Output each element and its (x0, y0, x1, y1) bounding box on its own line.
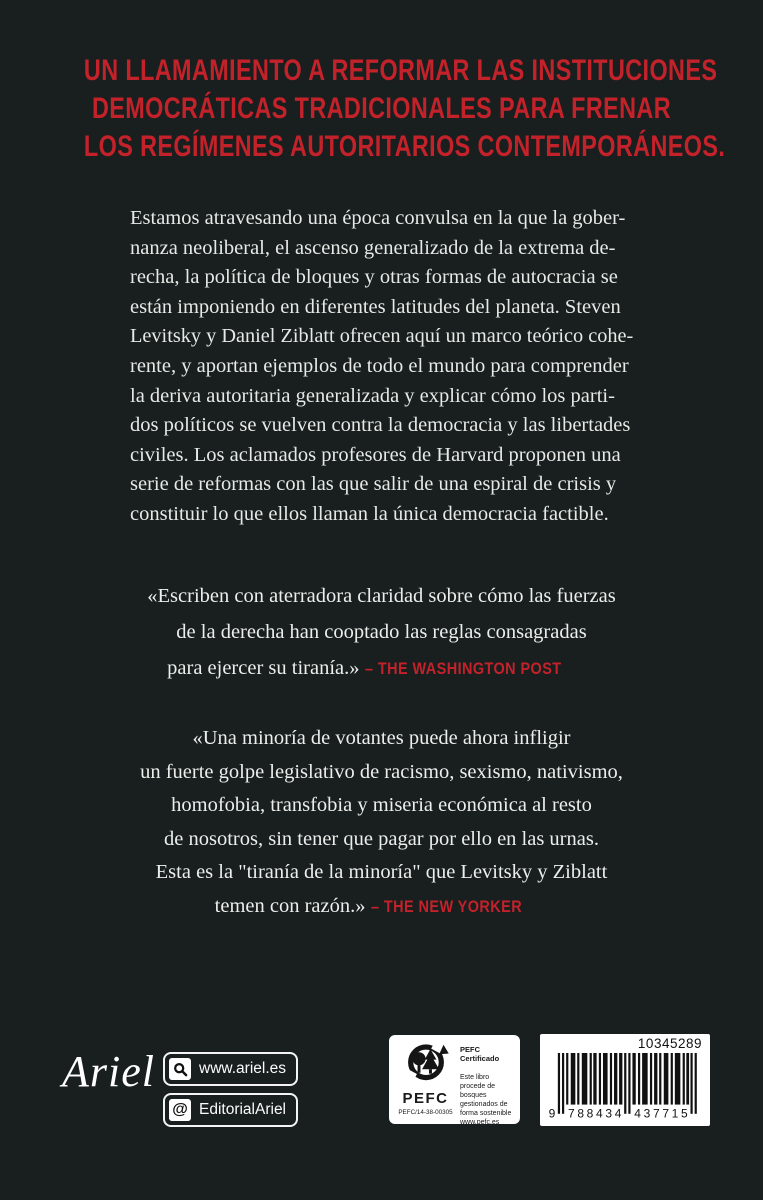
synopsis-line: dos políticos se vuelven contra la democracia y las libertades (130, 414, 631, 437)
press-quote-washington-post (40, 578, 723, 687)
quote-line: «Escriben con aterradora claridad sobre cómo las fuerzas (147, 585, 616, 607)
barcode-top-number: 10345289 (637, 1036, 702, 1051)
pefc-description: Este libro procede de bosques gestionados de forma sostenible (460, 1074, 512, 1117)
website-url: www.ariel.es (199, 1060, 286, 1077)
synopsis-line: nanza neoliberal, el ascenso generalizado de la extrema de- (130, 236, 616, 259)
social-badge (163, 1093, 298, 1127)
publisher-badges (163, 1052, 298, 1127)
headline-line: LOS REGÍMENES AUTORITARIOS CONTEMPORÁNEOS. (83, 130, 726, 163)
quote-attribution: – THE NEW YORKER (370, 896, 522, 916)
pefc-trees-icon (403, 1043, 449, 1090)
quote-attribution: – THE WASHINGTON POST (364, 659, 562, 678)
ean-group-1: 788434 (567, 1106, 622, 1121)
publisher-logo-ariel: Ariel (62, 1047, 155, 1096)
pefc-text-block (460, 1043, 513, 1126)
quote-line-text: para ejercer su tiranía.» (167, 657, 360, 679)
pefc-logo-block (398, 1043, 453, 1118)
barcode-label (540, 1034, 710, 1126)
ean-group-2: 437715 (634, 1106, 688, 1121)
at-icon: @ (169, 1099, 191, 1121)
quote-line: un fuerte golpe legislativo de racismo, sexismo, nativismo, (140, 760, 623, 783)
pefc-title: PEFC Certificado (460, 1045, 500, 1063)
pefc-certification-label (389, 1035, 520, 1124)
quote-line (40, 650, 723, 687)
quote-line: de la derecha han cooptado las reglas consagradas (176, 621, 587, 643)
synopsis-line: Levitsky y Daniel Ziblatt ofrecen aquí un marco teórico cohe- (130, 325, 634, 348)
search-icon (169, 1058, 191, 1080)
quote-line: Esta es la "tiranía de la minoría" que Levitsky y Ziblatt (155, 861, 608, 883)
quote-line: «Una minoría de votantes puede ahora infligir (192, 727, 571, 749)
pefc-license-number: PEFC/14-38-00305 (398, 1109, 453, 1116)
synopsis-line: civiles. Los aclamados profesores de Harvard proponen una (130, 443, 621, 466)
headline-line: UN LLAMAMIENTO A REFORMAR LAS INSTITUCIONES (83, 54, 718, 87)
synopsis-line: Estamos atravesando una época convulsa en la que la gober- (130, 207, 626, 229)
synopsis-line: constituir lo que ellos llaman la única democracia factible. (130, 502, 609, 525)
synopsis-line: recha, la política de bloques y otras formas de autocracia se (130, 266, 618, 289)
press-quote-new-yorker (40, 722, 723, 923)
synopsis-line: están imponiendo en diferentes latitudes del planeta. Steven (130, 295, 621, 318)
synopsis-line: la deriva autoritaria generalizada y explicar cómo los parti- (130, 384, 615, 407)
website-badge (163, 1052, 298, 1086)
ean13-barcode (548, 1053, 704, 1123)
social-handle: EditorialAriel (199, 1101, 287, 1118)
quote-line-text: temen con razón.» (214, 894, 366, 917)
pefc-wordmark: PEFC (402, 1090, 449, 1107)
headline-line: DEMOCRÁTICAS TRADICIONALES PARA FRENAR (91, 92, 672, 125)
synopsis-line: serie de reformas con las que salir de una espiral de crisis y (130, 473, 617, 496)
synopsis-line: rente, y aportan ejemplos de todo el mundo para comprender (130, 354, 629, 377)
ean-prefix-digit: 9 (548, 1106, 556, 1121)
quote-line: homofobia, transfobia y miseria económica al resto (171, 794, 592, 816)
synopsis-paragraph (130, 204, 633, 530)
pefc-url: www.pefc.es (460, 1119, 500, 1126)
headline (0, 52, 763, 166)
quote-line: de nosotros, sin tener que pagar por ello en las urnas. (164, 827, 599, 850)
quote-line (40, 890, 723, 924)
